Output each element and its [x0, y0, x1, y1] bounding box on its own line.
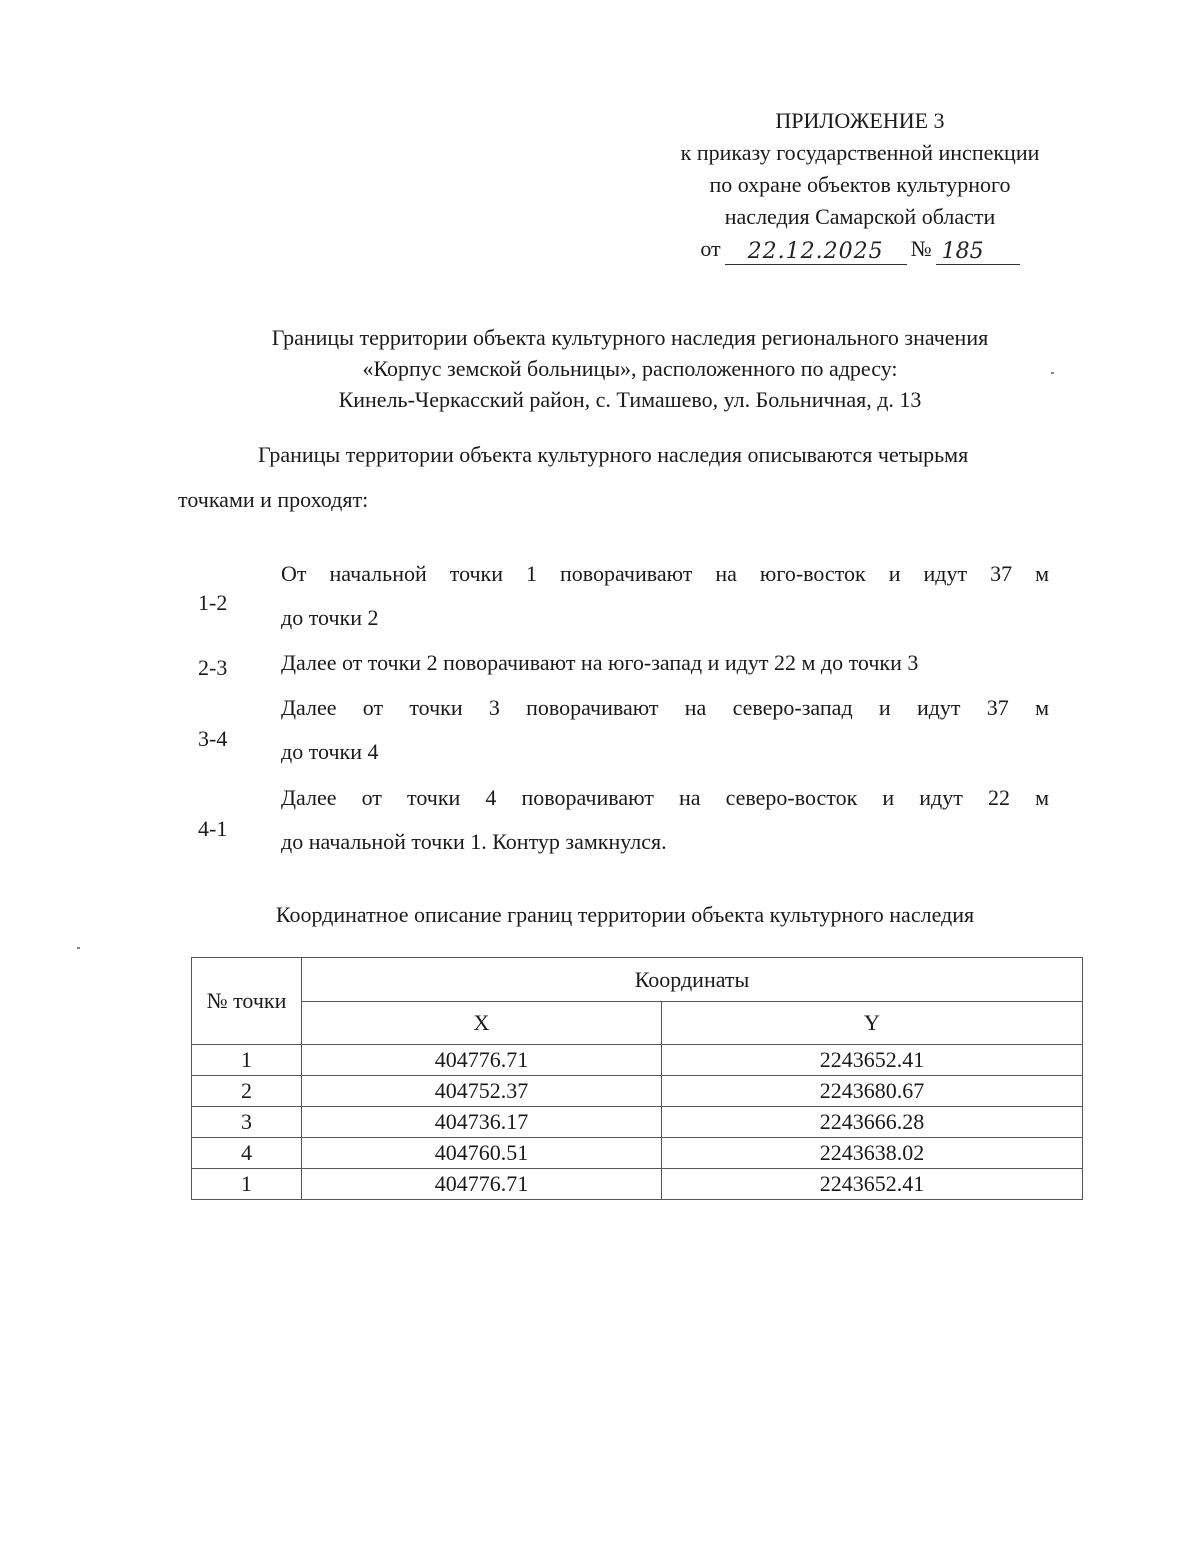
appendix-header [630, 105, 1090, 265]
appendix-line-1: к приказу государственной инспекции [680, 140, 1040, 165]
number-label: № [910, 236, 932, 261]
scan-speck [1051, 372, 1054, 374]
segment-label: 3-4 [198, 726, 228, 751]
segment-line-1: От начальной точки 1 поворачивают на юго-восток и идут 37 м [281, 561, 1049, 586]
from-label: от [700, 236, 721, 261]
segment-description [281, 784, 1049, 856]
point-cell: 3 [192, 1107, 302, 1138]
point-cell: 4 [192, 1138, 302, 1169]
segment-description [281, 560, 1049, 632]
segment-description [281, 694, 1049, 766]
title-line-1: Границы территории объекта культурного наследия регионального значения [271, 325, 989, 350]
appendix-line-3: наследия Самарской области [724, 204, 996, 229]
header-coordinates: Координаты [302, 958, 1083, 1002]
y-cell: 2243680.67 [662, 1076, 1083, 1107]
segment-line-2: до точки 2 [281, 605, 379, 630]
segment-label: 2-3 [198, 655, 228, 680]
header-y: Y [662, 1002, 1083, 1045]
intro-line-2: точками и проходят: [178, 487, 369, 512]
x-cell: 404760.51 [302, 1138, 662, 1169]
handwritten-number: 185 [936, 240, 1020, 265]
header-x: X [302, 1002, 662, 1045]
coordinates-table [191, 957, 1083, 1200]
table-row [192, 1107, 1083, 1138]
table-row [192, 1045, 1083, 1076]
y-cell: 2243666.28 [662, 1107, 1083, 1138]
handwritten-date: 22.12.2025 [725, 240, 907, 265]
segment-line-2: до точки 4 [281, 739, 379, 764]
segment-line-1: Далее от точки 4 поворачивают на северо-восток и идут 22 м [281, 785, 1049, 810]
segment-description [281, 649, 1049, 677]
intro-line-1: Границы территории объекта культурного наследия описываются четырьмя [258, 442, 969, 467]
title-line-3: Кинель-Черкасский район, с. Тимашево, ул. Больничная, д. 13 [338, 387, 922, 412]
title-line-2: «Корпус земской больницы», расположенного по адресу: [362, 356, 898, 381]
y-cell: 2243652.41 [662, 1045, 1083, 1076]
order-reference [630, 233, 1090, 265]
header-point-number: № точки [192, 958, 302, 1045]
appendix-heading: ПРИЛОЖЕНИЕ 3 [775, 108, 945, 133]
segment-line-1: Далее от точки 3 поворачивают на северо-запад и идут 37 м [281, 695, 1049, 720]
x-cell: 404776.71 [302, 1169, 662, 1200]
appendix-line-2: по охране объектов культурного [709, 172, 1011, 197]
segment-label: 4-1 [198, 816, 228, 841]
point-cell: 1 [192, 1045, 302, 1076]
segment-line-1: Далее от точки 2 поворачивают на юго-запад и идут 22 м до точки 3 [281, 650, 919, 675]
x-cell: 404736.17 [302, 1107, 662, 1138]
point-cell: 2 [192, 1076, 302, 1107]
table-row [192, 1169, 1083, 1200]
x-cell: 404776.71 [302, 1045, 662, 1076]
y-cell: 2243652.41 [662, 1169, 1083, 1200]
scan-speck [77, 947, 80, 949]
table-row [192, 1138, 1083, 1169]
segment-label: 1-2 [198, 590, 228, 615]
table-row [192, 1076, 1083, 1107]
segment-line-2: до начальной точки 1. Контур замкнулся. [281, 829, 667, 854]
y-cell: 2243638.02 [662, 1138, 1083, 1169]
x-cell: 404752.37 [302, 1076, 662, 1107]
point-cell: 1 [192, 1169, 302, 1200]
table-title: Координатное описание границ территории объекта культурного наследия [275, 902, 975, 927]
document-title [120, 322, 1140, 415]
